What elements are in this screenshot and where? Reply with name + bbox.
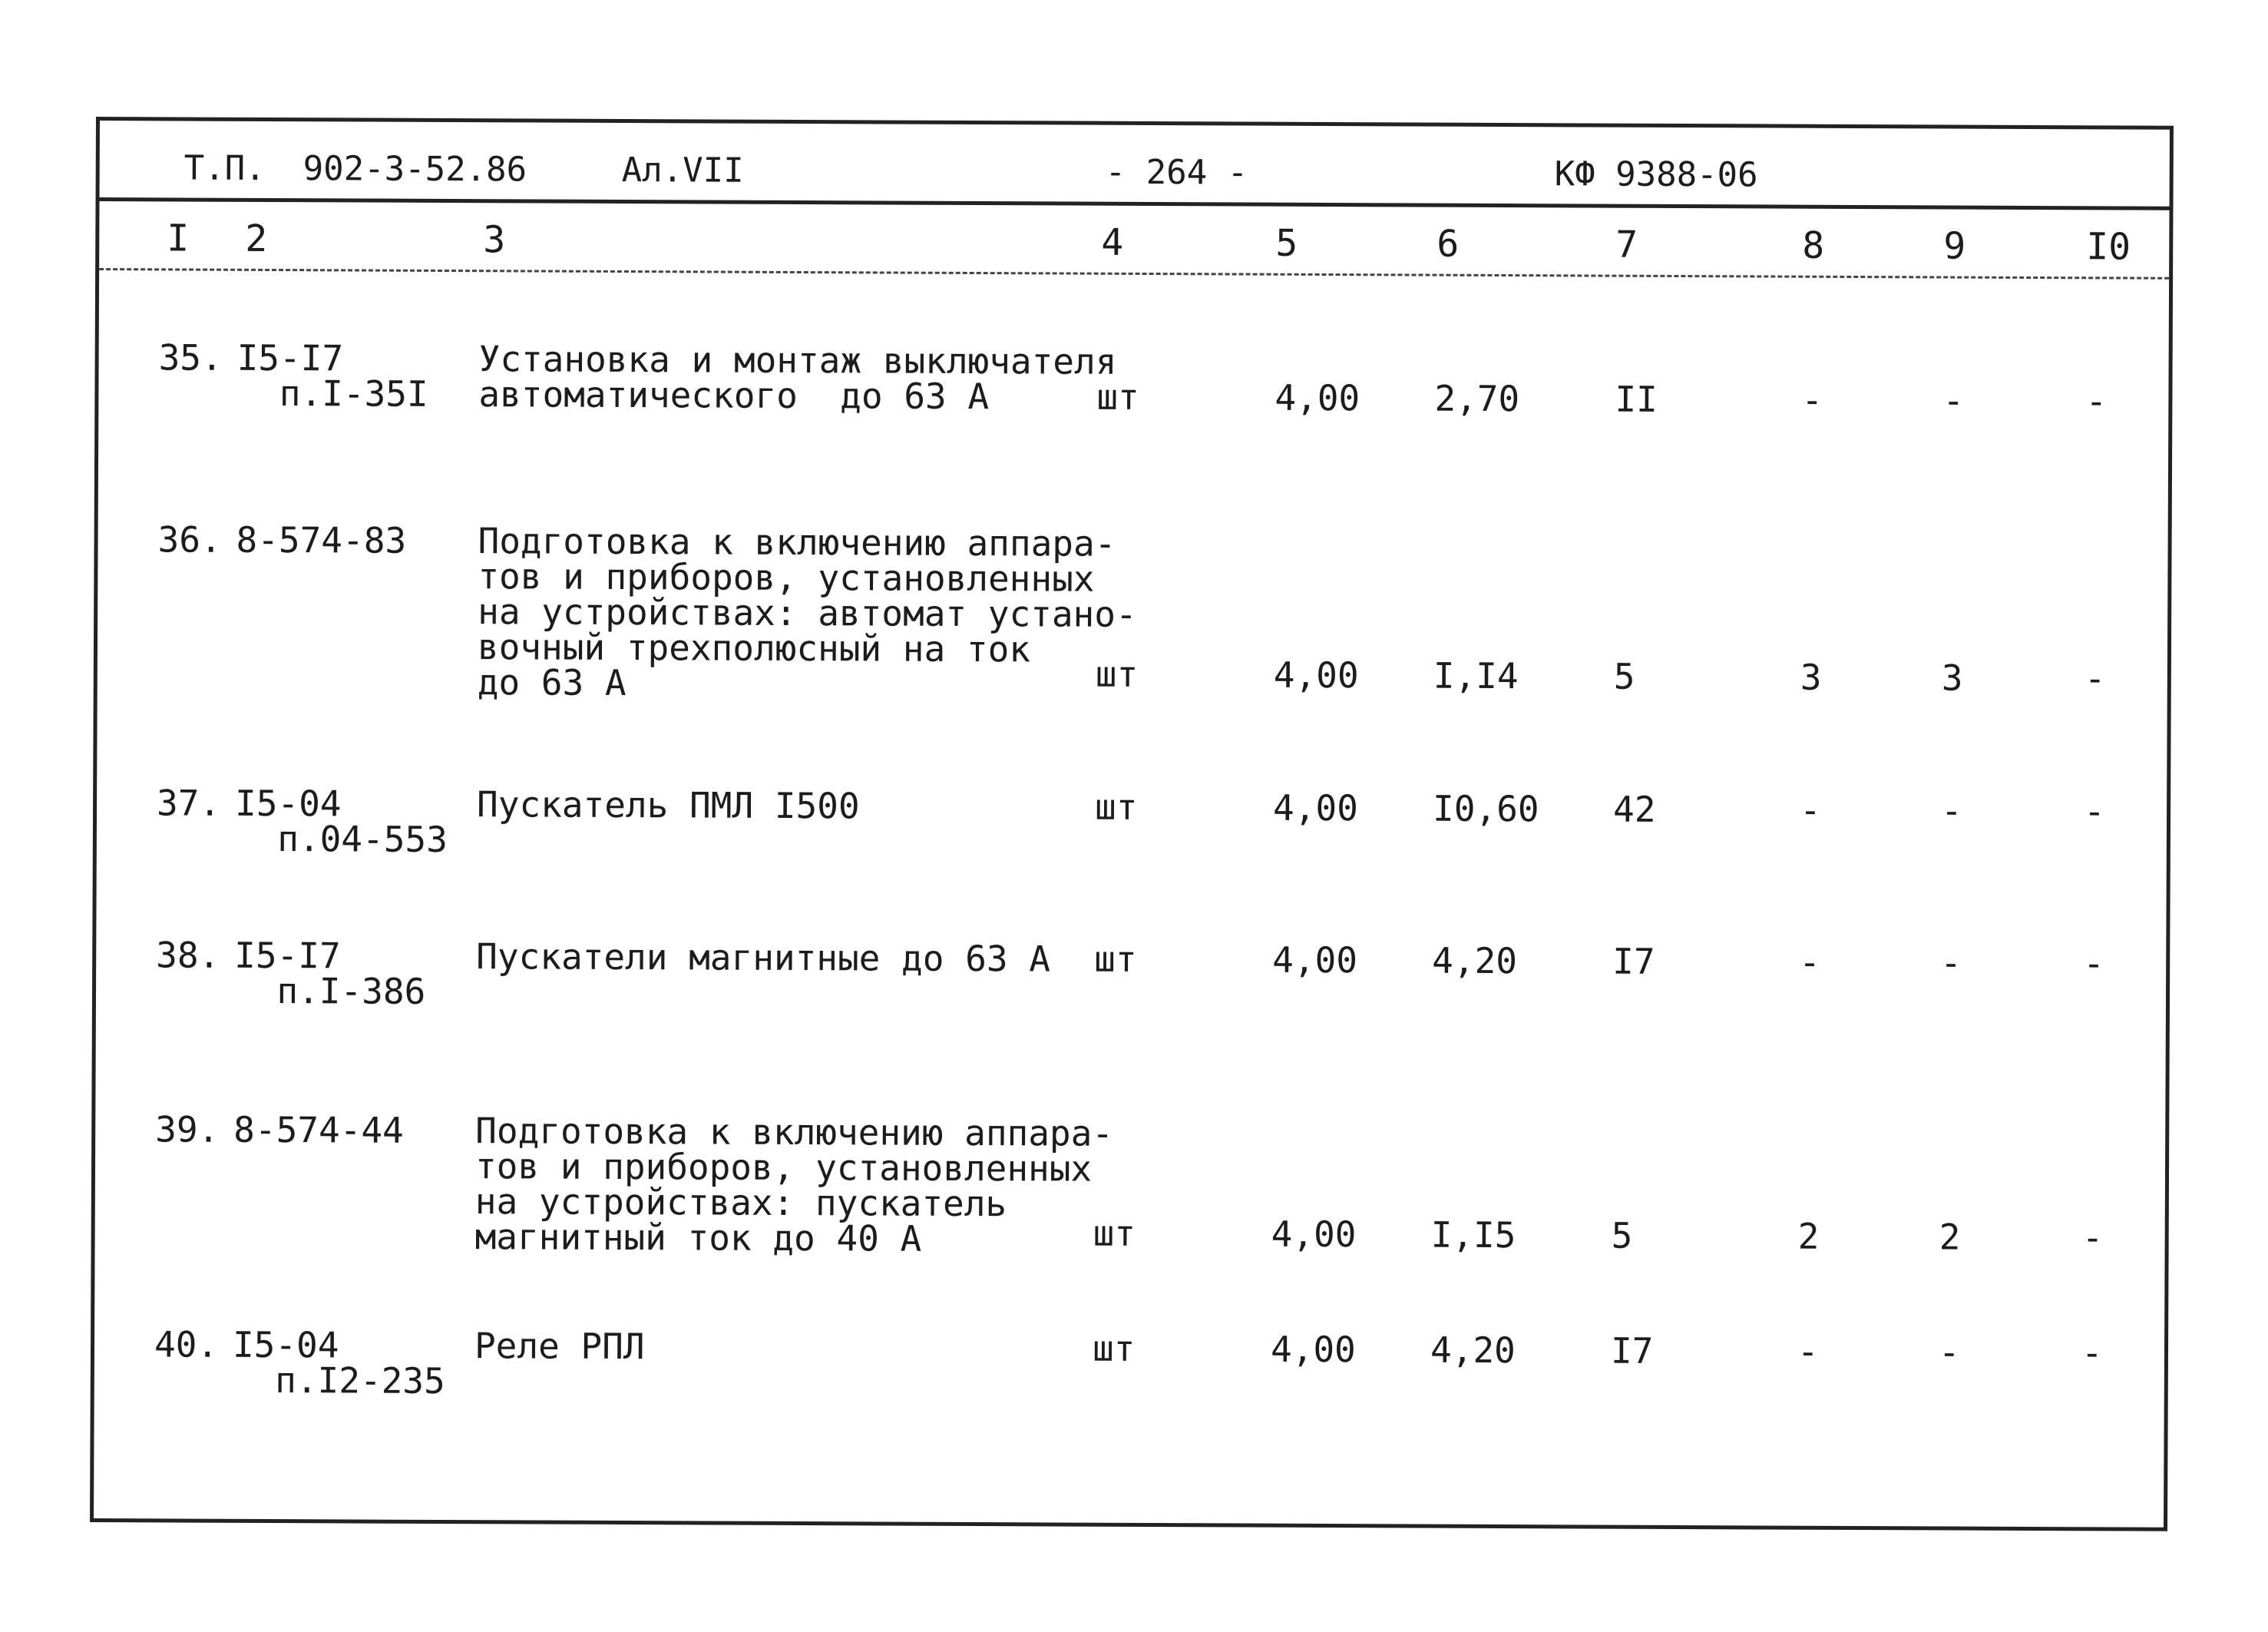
value-col-8: -: [1797, 1330, 1819, 1372]
unit: шт: [1094, 938, 1137, 980]
value-col-10: -: [2085, 380, 2108, 422]
norm-code: I5-04 п.I2-235: [232, 1323, 445, 1402]
row-number: 37.: [156, 782, 221, 824]
value-col-9: -: [1940, 790, 1962, 832]
value-col-8: -: [1799, 941, 1821, 983]
value-col-7: I7: [1612, 940, 1655, 982]
table-row: [99, 336, 2169, 422]
work-description: Пускатели магнитные до 63 А: [476, 935, 1051, 980]
tp-label: Т.П.: [183, 148, 266, 188]
value-col-9: 3: [1941, 657, 1963, 699]
value-col-6: I,I5: [1430, 1213, 1516, 1256]
row-number: 40.: [154, 1323, 219, 1366]
value-col-10: -: [2083, 942, 2105, 985]
value-col-7: 5: [1611, 1214, 1633, 1256]
sheet-code: КФ 9388-06: [1554, 154, 1758, 195]
quantity: 4,00: [1271, 1213, 1357, 1256]
unit: шт: [1094, 786, 1138, 828]
work-description: Установка и монтаж выключателя автоматического до 63 А: [478, 338, 1117, 418]
unit: шт: [1096, 376, 1139, 418]
column-header: 4: [1101, 220, 1124, 264]
column-header: 8: [1802, 223, 1825, 267]
unit: шт: [1095, 653, 1139, 695]
title-stamp: [100, 121, 2170, 210]
value-col-7: 42: [1612, 788, 1656, 830]
work-description: Реле РПЛ: [474, 1325, 645, 1368]
column-header: 9: [1943, 224, 1966, 268]
norm-code: 8-574-83: [236, 518, 407, 561]
row-number: 35.: [158, 336, 223, 379]
value-col-9: -: [1940, 942, 1962, 984]
quantity: 4,00: [1273, 654, 1359, 697]
work-description: Подготовка к включению аппара- тов и приборов, установленных на устройствах: пускатель магнитный ток до 40 А: [474, 1110, 1114, 1260]
quantity: 4,00: [1272, 938, 1358, 982]
project-code: 902-3-52.86: [303, 149, 527, 190]
value-col-10: -: [2084, 657, 2106, 700]
value-col-10: -: [2083, 790, 2105, 833]
value-col-6: 4,20: [1432, 939, 1518, 982]
quantity: 4,00: [1275, 376, 1360, 419]
value-col-10: -: [2081, 1332, 2103, 1374]
row-number: 38.: [156, 934, 220, 976]
column-header: 7: [1615, 223, 1638, 266]
column-header: 3: [483, 218, 506, 262]
table-row: [97, 782, 2167, 861]
value-col-8: -: [1801, 379, 1823, 421]
row-number: 39.: [155, 1108, 220, 1150]
table-row: [98, 518, 2168, 704]
value-col-8: -: [1799, 789, 1821, 831]
value-col-6: 2,70: [1434, 377, 1520, 420]
column-header: I0: [2086, 225, 2131, 269]
album-number: Ал.VII: [621, 150, 744, 190]
value-col-8: 3: [1800, 656, 1822, 698]
table-row: [96, 934, 2166, 1012]
row-number: 36.: [157, 518, 222, 561]
work-description: Подготовка к включению аппара- тов и приборов, установленных на устройствах: автомат устано- вочный трехполюсный на ток до 63 А: [477, 520, 1137, 704]
column-header: I: [167, 217, 190, 260]
table-row: [94, 1323, 2164, 1402]
column-header: 6: [1437, 222, 1460, 266]
value-col-9: -: [1942, 379, 1965, 422]
value-col-9: 2: [1939, 1216, 1961, 1258]
column-header: 5: [1275, 221, 1298, 265]
page-number: - 264 -: [1105, 152, 1248, 193]
value-col-6: 4,20: [1430, 1329, 1516, 1372]
unit: шт: [1093, 1212, 1136, 1254]
column-header-row: [99, 201, 2169, 280]
value-col-6: I0,60: [1432, 787, 1539, 830]
value-col-7: II: [1615, 378, 1658, 420]
quantity: 4,00: [1272, 786, 1358, 829]
norm-code: I5-I7 п.I-35I: [236, 336, 428, 415]
quantity: 4,00: [1270, 1328, 1356, 1371]
value-col-7: I7: [1610, 1329, 1654, 1372]
norm-code: I5-04 п.04-553: [234, 782, 448, 861]
unit: шт: [1092, 1327, 1136, 1369]
document-sheet: [90, 117, 2174, 1531]
value-col-9: -: [1938, 1331, 1960, 1373]
value-col-10: -: [2081, 1217, 2104, 1259]
value-col-6: I,I4: [1433, 654, 1519, 697]
work-description: Пускатель ПМЛ I500: [476, 783, 860, 827]
norm-code: I5-I7 п.I-386: [233, 934, 426, 1012]
table-row: [95, 1108, 2165, 1260]
value-col-7: 5: [1613, 655, 1635, 697]
column-header: 2: [245, 217, 268, 260]
norm-code: 8-574-44: [233, 1108, 404, 1151]
value-col-8: 2: [1797, 1215, 1820, 1257]
